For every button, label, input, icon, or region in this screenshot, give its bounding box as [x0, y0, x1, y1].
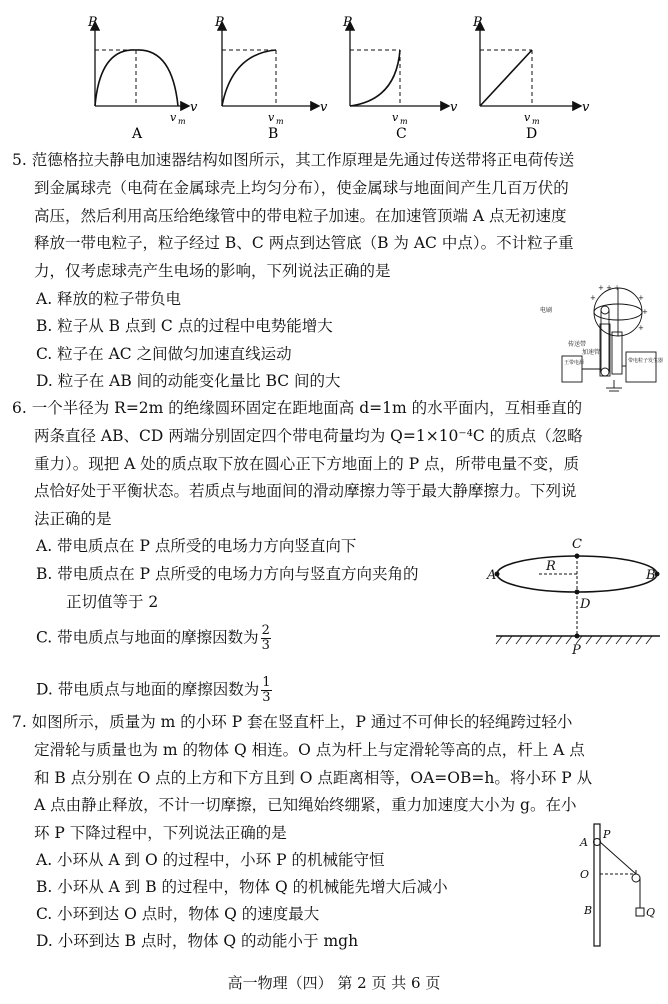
svg-text:v: v	[190, 100, 198, 115]
page-footer: 高一物理（四） 第 2 页 共 6 页	[227, 974, 441, 992]
q6-label-p: P	[572, 643, 581, 658]
q7-line-5: 环 P 下降过程中，下列说法正确的是	[34, 824, 287, 842]
graph-d-label: D	[526, 126, 538, 142]
svg-text:v: v	[320, 100, 328, 115]
q6-label-a: A	[487, 568, 497, 583]
svg-text:m: m	[276, 117, 284, 126]
q6-line-2: 两条直径 AB、CD 两端分别固定四个带电荷量均为 Q=1×10⁻⁴C 的质点（忽略	[34, 427, 583, 445]
q6-line-4: 点恰好处于平衡状态。若质点与地面间的滑动摩擦力等于最大静摩擦力。下列说	[34, 482, 577, 500]
q7-line-2: 定滑轮与质量也为 m 的物体 Q 相连。O 点为杆上与定滑轮等高的点，杆上 A 点	[34, 741, 585, 759]
svg-text:加速管: 加速管	[582, 349, 601, 356]
svg-text:P: P	[215, 15, 224, 30]
q7-label-b: B	[584, 904, 593, 917]
q7-line-3: 和 B 点分别在 O 点的上方和下方且到 O 点距离相等，OA=OB=h。将小环 P 从	[34, 769, 593, 787]
q7-label-p: P	[603, 828, 611, 841]
q6-option-d-fraction: $\frac{1}{3}$	[262, 675, 271, 705]
graph-b	[214, 15, 328, 142]
q6-line-5: 法正确的是	[34, 510, 112, 528]
svg-text:+: +	[638, 294, 644, 302]
q7-option-b: B. 小环从 A 到 B 的过程中，物体 Q 的机械能先增大后减小	[36, 878, 448, 896]
q6-option-a: A. 带电质点在 P 点所受的电场力方向竖直向下	[36, 537, 357, 555]
graph-c-label: C	[396, 126, 407, 142]
svg-text:+: +	[642, 308, 648, 316]
q7-option-c: C. 小环到达 O 点时，物体 Q 的速度最大	[36, 905, 320, 923]
svg-text:v: v	[268, 111, 275, 124]
graph-a-label: A	[132, 126, 143, 142]
svg-text:m: m	[400, 117, 408, 126]
graph-d	[470, 8, 620, 143]
svg-text:P: P	[473, 15, 482, 30]
svg-text:v: v	[450, 100, 458, 115]
graph-b-label: B	[268, 126, 279, 142]
svg-text:+: +	[590, 294, 596, 302]
van-de-graaff-figure	[540, 284, 662, 396]
power-velocity-graphs	[60, 8, 480, 143]
svg-text:+: +	[638, 324, 644, 332]
q5-line-3: 高压，然后利用高压给绝缘管中的带电粒子加速。在加速管顶端 A 点无初速度	[34, 207, 567, 225]
q5-option-c: C. 粒子在 AC 之间做匀加速直线运动	[36, 345, 292, 363]
q6-option-d: D. 带电质点与地面的摩擦因数为 $\frac{1}{3}$	[36, 675, 271, 705]
pulley-ring-figure	[574, 822, 662, 950]
q5-line-2: 到金属球壳（电荷在金属球壳上均匀分布），使金属球与地面间产生几百万伏的	[34, 179, 569, 197]
q7-label-o: O	[580, 868, 590, 881]
q6-line-3: 重力）。现把 A 处的质点取下放在圆心正下方地面上的 P 点，所带电量不变，质	[34, 455, 580, 473]
svg-text:+ + +: + + +	[598, 284, 621, 292]
q5-option-d: D. 粒子在 AB 间的动能变化量比 BC 间的大	[36, 372, 341, 390]
q7-option-a: A. 小环从 A 到 O 的过程中，小环 P 的机械能守恒	[36, 851, 385, 869]
charged-ring-figure	[488, 534, 666, 664]
graph-c	[342, 15, 458, 142]
svg-text:m: m	[532, 117, 540, 126]
q7-line-4: A 点由静止释放，不计一切摩擦，已知绳始终绷紧，重力加速度大小为 g。在小	[34, 796, 577, 814]
q6-option-c: C. 带电质点与地面的摩擦因数为 $\frac{2}{3}$	[36, 623, 270, 653]
q5-option-a: A. 释放的粒子带负电	[36, 290, 182, 308]
q6-label-d: D	[580, 597, 591, 612]
q7-label-a: A	[580, 836, 588, 849]
svg-text:带电粒子发生器: 带电粒子发生器	[628, 358, 664, 364]
q6-label-b: B	[646, 568, 656, 583]
q6-label-r: R	[546, 559, 556, 574]
q6-option-c-fraction: $\frac{2}{3}$	[261, 623, 270, 653]
q6-line-1: 6. 一个半径为 R=2m 的绝缘圆环固定在距地面高 d=1m 的水平面内，互相垂直的	[12, 399, 583, 417]
q7-line-1: 7. 如图所示，质量为 m 的小环 P 套在竖直杆上，P 通过不可伸长的轻绳跨过轻小	[12, 713, 573, 731]
q5-option-b: B. 粒子从 B 点到 C 点的过程中电势能增大	[36, 317, 333, 335]
q7-option-d: D. 小环到达 B 点时，物体 Q 的动能小于 mgh	[36, 932, 359, 950]
q6-label-c: C	[572, 537, 582, 552]
svg-text:v: v	[582, 100, 590, 115]
q6-option-b-line-1: B. 带电质点在 P 点所受的电场力方向与竖直方向夹角的	[36, 565, 419, 583]
graph-a	[87, 15, 198, 142]
svg-text:v: v	[392, 111, 399, 124]
q5-line-1: 5. 范德格拉夫静电加速器结构如图所示，其工作原理是先通过传送带将正电荷传送	[12, 151, 575, 169]
q5-line-4: 释放一带电粒子，粒子经过 B、C 两点到达管底（B 为 AC 中点）。不计粒子重	[34, 234, 574, 252]
q7-label-q: Q	[646, 906, 656, 919]
svg-text:电刷: 电刷	[540, 307, 553, 314]
svg-text:传送带: 传送带	[568, 341, 587, 348]
svg-text:m: m	[178, 117, 186, 126]
svg-text:v: v	[170, 111, 177, 124]
svg-text:P: P	[343, 15, 352, 30]
svg-text:v: v	[524, 111, 531, 124]
svg-text:王带电源: 王带电源	[564, 360, 585, 366]
graph-a-p-label: P	[88, 15, 97, 30]
q6-option-b-line-2: 正切值等于 2	[66, 593, 159, 611]
q5-line-5: 力，仅考虑球壳产生电场的影响，下列说法正确的是	[34, 262, 391, 280]
